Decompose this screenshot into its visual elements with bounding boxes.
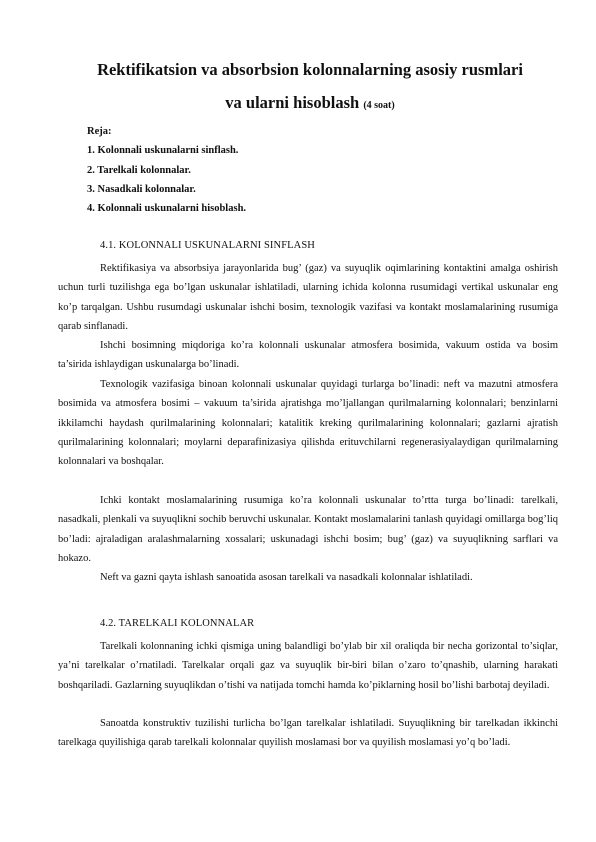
plan-item: 2. Tarelkali kolonnalar. bbox=[87, 164, 191, 176]
paragraph: Ichki kontakt moslamalarining rusumiga ko’ra kolonnali uskunalar to’rtta turga bo’linadi: tarelkali, nasadkali, plenkali va suyuqlikni sochib beruvchi uskunalar. Kontakt moslamalarini tanlash quyidagi omillarga bog’liq bo’ladi: ajraladigan aralashmalarning xossalari; uskunadagi ishchi bosim; bug’ (gaz) va suyuqlikning sarflari va hokazo. bbox=[58, 495, 558, 564]
section-heading-1: 4.1. KOLONNALI USKUNALARNI SINFLASH bbox=[100, 240, 315, 251]
paragraph: Neft va gazni qayta ishlash sanoatida asosan tarelkali va nasadkali kolonnalar ishlatiladi. bbox=[100, 572, 473, 583]
paragraph: Rektifikasiya va absorbsiya jarayonlarida bug’ (gaz) va suyuqlik oqimlarining kontaktini amalga oshirish uchun turli tuzilishga ega bo’lgan uskunalar ishlatiladi, ularning ichida kolonna rusumidagi vertikal uskunalar eng ko’p tarqalgan. Ushbu rusumdagi uskunalar ishchi bosim, texnologik vazifasi va kontakt moslamalarining rusumiga qarab sinflanadi. bbox=[58, 263, 558, 332]
document-title-line2-text: va ularni hisoblash bbox=[225, 93, 360, 112]
paragraph: Tarelkali kolonnaning ichki qismiga uning balandligi bo’ylab bir xil oraliqda bir necha gorizontal to’siqlar, ya’ni tarelkalar o’rnatiladi. Tarelkalar orqali gaz va suyuqlik bir-biri bilan o’zaro to’qnashib, ularning harakati boshqariladi. Gazlarning suyuqlikdan o’tishi va natijada tomchi hamda ko’piklarning hosil bo’lishi barbotaj deyiladi. bbox=[58, 641, 558, 691]
plan-item: 4. Kolonnali uskunalarni hisoblash. bbox=[87, 203, 247, 215]
paragraph: Ishchi bosimning miqdoriga ko’ra kolonnali uskunalar atmosfera bosimida, vakuum ostida va bosim ta’sirida ishlaydigan uskunalarga bo’linadi. bbox=[58, 340, 558, 371]
plan-list bbox=[87, 122, 246, 218]
document-title-line1: Rektifikatsion va absorbsion kolonnalarning asosiy rusmlari bbox=[97, 60, 523, 79]
section-heading-2: 4.2. TARELKALI KOLONNALAR bbox=[100, 618, 255, 629]
paragraph: Texnologik vazifasiga binoan kolonnali uskunalar quyidagi turlarga bo’linadi: neft va mazutni atmosfera bosimida va atmosfera bosimi – vakuum ta’sirida ajratishga mo’ljallangan qurilmalarning kolonnalari; benzinlarni ikkilamchi haydash qurilmalarining kolonnalari; katalitik kreking qurilmalarining kolonnalari; gazlarni ajratish qurilmalarining kolonnalari; moylarni deparafinizasiya qilishda erituvchilarni regenerasiyalaydigan qurilmalarning kolonnalari va boshqalar. bbox=[58, 379, 558, 468]
plan-heading: Reja: bbox=[87, 126, 112, 137]
plan-item: 3. Nasadkali kolonnalar. bbox=[87, 183, 196, 195]
paragraph: Sanoatda konstruktiv tuzilishi turlicha bo’lgan tarelkalar ishlatiladi. Suyuqlikning bir tarelkadan ikkinchi tarelkaga quyilishiga qarab tarelkali kolonnalar quyilish moslamasi bor va quyilish moslamasi yo’q bo’ladi. bbox=[58, 718, 558, 749]
plan-item: 1. Kolonnali uskunalarni sinflash. bbox=[87, 145, 239, 157]
duration-label: (4 soat) bbox=[363, 100, 395, 111]
document-title-line2 bbox=[60, 93, 560, 116]
